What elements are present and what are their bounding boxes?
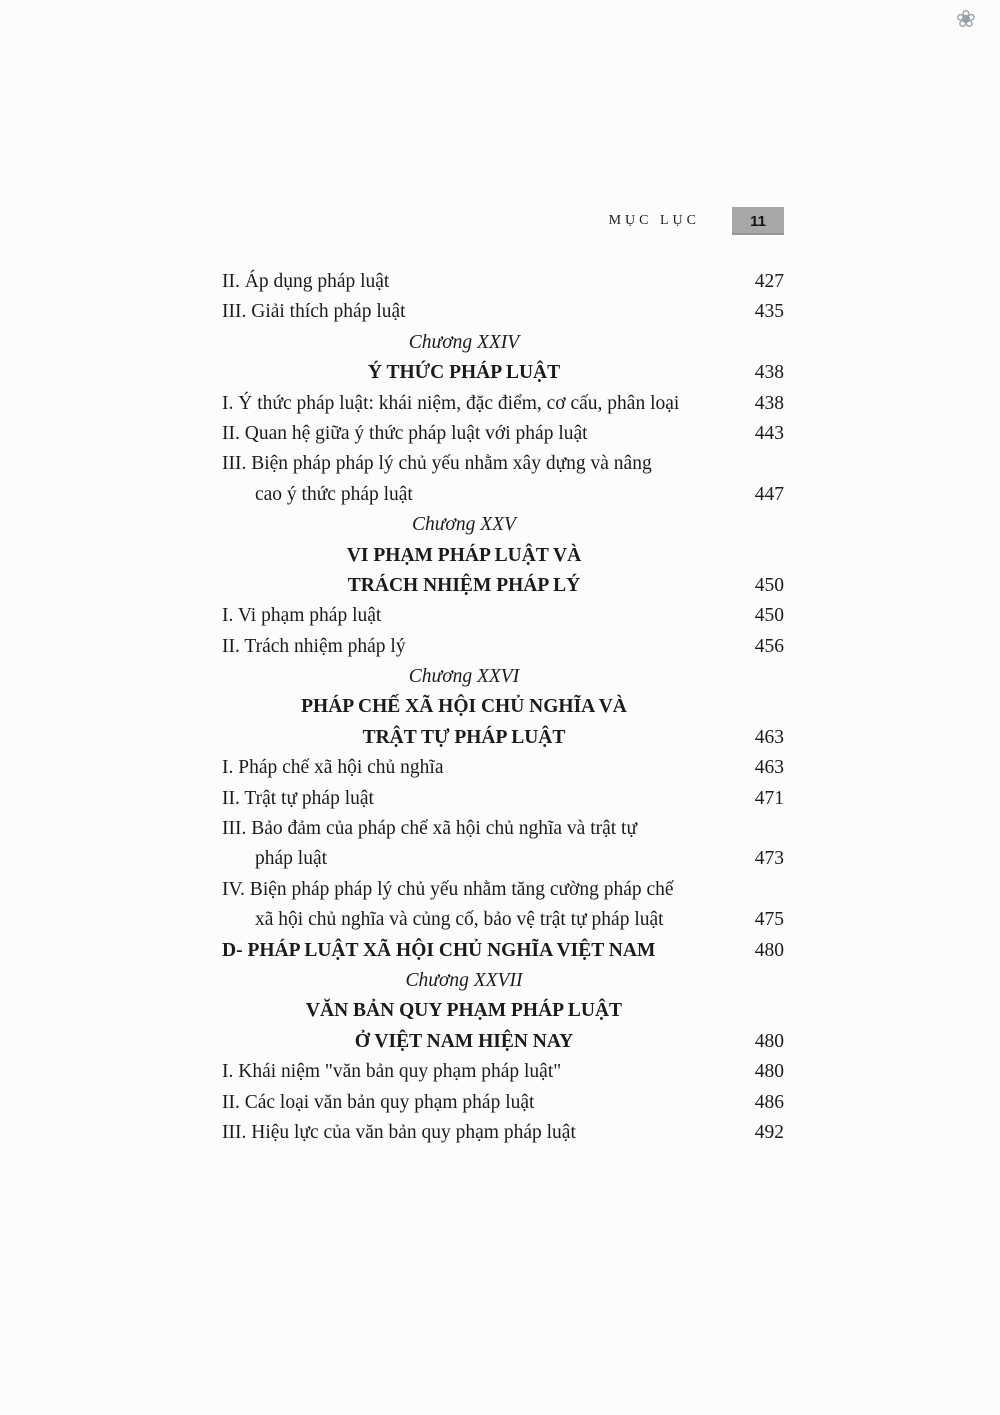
- page-header: [222, 205, 784, 237]
- toc-entry-text: II. Các loại văn bản quy phạm pháp luật: [222, 1091, 535, 1113]
- toc-entry: [222, 480, 784, 510]
- toc-entry: [222, 389, 784, 419]
- toc-entry-text: VI PHẠM PHÁP LUẬT VÀ: [346, 544, 582, 566]
- toc-entry-text: xã hội chủ nghĩa và củng cố, bảo vệ trật tự pháp luật: [255, 909, 664, 931]
- toc-entry-text: II. Trách nhiệm pháp lý: [222, 635, 406, 657]
- toc-entry-text: VĂN BẢN QUY PHẠM PHÁP LUẬT: [305, 1000, 623, 1022]
- toc-entry: [222, 662, 784, 692]
- toc-entry-text: III. Biện pháp pháp lý chủ yếu nhằm xây dựng và nâng: [222, 453, 652, 475]
- toc-entry: [222, 510, 784, 540]
- toc-entry-text: I. Ý thức pháp luật: khái niệm, đặc điểm, cơ cấu, phân loại: [222, 392, 680, 414]
- toc-entry: [222, 814, 784, 844]
- toc-entry: [222, 601, 784, 631]
- toc-entry-text: Chương XXVII: [405, 969, 523, 991]
- toc-entry-page: 450: [754, 605, 784, 627]
- toc-entry: [222, 692, 784, 722]
- toc-entry-page: 450: [754, 574, 784, 596]
- toc-entry-text: cao ý thức pháp luật: [255, 483, 413, 505]
- toc-entry-text: II. Trật tự pháp luật: [222, 787, 374, 809]
- toc-entry: [222, 419, 784, 449]
- toc-entry-page: 492: [754, 1121, 784, 1143]
- toc-entry: [222, 1118, 784, 1148]
- toc-entry-page: 486: [754, 1091, 784, 1113]
- toc-entry: [222, 996, 784, 1026]
- toc-entry-text: III. Hiệu lực của văn bản quy phạm pháp luật: [222, 1121, 576, 1143]
- toc-entry: [222, 875, 784, 905]
- toc-entry-page: 480: [754, 1061, 784, 1083]
- toc-content: [222, 205, 784, 1148]
- toc-entry: [222, 571, 784, 601]
- toc-entry-text: Chương XXIV: [408, 331, 520, 353]
- toc-entry-page: 438: [754, 362, 784, 384]
- toc-entry-page: 443: [754, 422, 784, 444]
- toc-entry-page: 475: [754, 909, 784, 931]
- toc-entry: [222, 358, 784, 388]
- toc-entry-text: I. Vi phạm pháp luật: [222, 605, 382, 627]
- toc-entry-page: 463: [754, 726, 784, 748]
- toc-entry-text: II. Áp dụng pháp luật: [222, 271, 390, 292]
- toc-entry: [222, 267, 784, 297]
- toc-entry-page: 447: [754, 483, 784, 505]
- toc-entry: [222, 844, 784, 874]
- toc-entry-page: 473: [754, 848, 784, 870]
- toc-entry-text: Chương XXVI: [408, 666, 520, 688]
- toc-entry: [222, 632, 784, 662]
- toc-entry: [222, 541, 784, 571]
- toc-entry-page: 456: [754, 635, 784, 657]
- toc-entry-page: 438: [754, 392, 784, 414]
- toc-entry: [222, 1088, 784, 1118]
- toc-entry-text: TRÁCH NHIỆM PHÁP LÝ: [347, 574, 581, 596]
- toc-entry-text: Ý THỨC PHÁP LUẬT: [367, 362, 561, 384]
- toc-list: [222, 267, 784, 1148]
- toc-entry-page: 480: [754, 939, 784, 961]
- toc-entry: [222, 297, 784, 327]
- toc-entry: [222, 1057, 784, 1087]
- toc-entry-page: 471: [754, 787, 784, 809]
- page-number-badge: 11: [732, 207, 784, 235]
- toc-entry: [222, 328, 784, 358]
- toc-entry-page: 480: [754, 1030, 784, 1052]
- toc-entry: [222, 936, 784, 966]
- toc-entry: [222, 784, 784, 814]
- toc-entry: [222, 723, 784, 753]
- toc-entry: [222, 449, 784, 479]
- toc-entry-text: D- PHÁP LUẬT XÃ HỘI CHỦ NGHĨA VIỆT NAM: [222, 939, 656, 961]
- toc-entry-page: 463: [754, 757, 784, 779]
- toc-entry-text: Ở VIỆT NAM HIỆN NAY: [354, 1030, 574, 1052]
- toc-entry-text: Chương XXV: [412, 514, 516, 536]
- toc-entry-page: 427: [754, 271, 784, 292]
- toc-entry-page: 435: [754, 301, 784, 323]
- toc-entry-text: pháp luật: [255, 848, 328, 870]
- running-header: MỤC LỤC: [608, 213, 700, 228]
- toc-entry: [222, 753, 784, 783]
- toc-entry: [222, 966, 784, 996]
- toc-entry-text: TRẬT TỰ PHÁP LUẬT: [362, 726, 566, 748]
- toc-entry-text: I. Khái niệm "văn bản quy phạm pháp luật": [222, 1061, 562, 1083]
- toc-entry-text: III. Bảo đảm của pháp chế xã hội chủ nghĩa và trật tự: [222, 818, 638, 840]
- toc-entry: [222, 905, 784, 935]
- toc-entry-text: III. Giải thích pháp luật: [222, 301, 406, 323]
- toc-entry: [222, 1027, 784, 1057]
- toc-entry-text: II. Quan hệ giữa ý thức pháp luật với pháp luật: [222, 422, 588, 444]
- toc-entry-text: PHÁP CHẾ XÃ HỘI CHỦ NGHĨA VÀ: [301, 696, 627, 718]
- toc-entry-text: IV. Biện pháp pháp lý chủ yếu nhằm tăng cường pháp chế: [222, 878, 674, 900]
- flower-icon: ❀: [955, 7, 976, 33]
- toc-entry-text: I. Pháp chế xã hội chủ nghĩa: [222, 757, 444, 779]
